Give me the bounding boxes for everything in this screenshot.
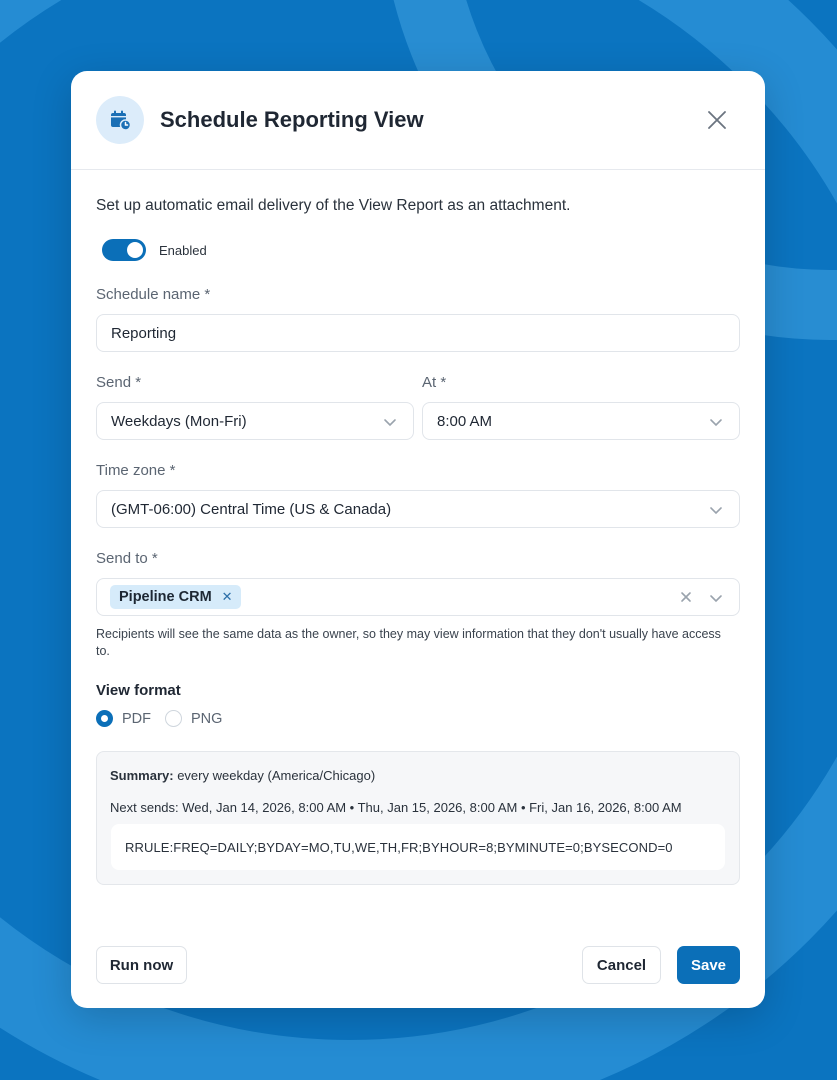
schedule-name-label: Schedule name * bbox=[96, 286, 211, 303]
enabled-toggle[interactable] bbox=[102, 239, 146, 261]
schedule-name-input[interactable] bbox=[96, 314, 740, 352]
time-zone-value: (GMT-06:00) Central Time (US & Canada) bbox=[111, 500, 392, 518]
recipient-chip-label: Pipeline CRM bbox=[119, 589, 212, 605]
enabled-toggle-row bbox=[102, 239, 207, 261]
schedule-dialog bbox=[71, 71, 765, 1008]
send-to-helper-text: Recipients will see the same data as the owner, so they may view information that they don't usually have access to. bbox=[96, 627, 721, 658]
time-zone-label: Time zone * bbox=[96, 462, 176, 479]
send-to-multiselect[interactable] bbox=[96, 578, 740, 616]
at-select[interactable] bbox=[422, 402, 740, 440]
summary-text: every weekday (America/Chicago) bbox=[177, 768, 376, 783]
send-label: Send * bbox=[96, 374, 142, 391]
next-sends-text: Next sends: Wed, Jan 14, 2026, 8:00 AM • Thu, Jan 15, 2026, 8:00 AM • Fri, Jan 16, 2026, 8:00 AM bbox=[110, 800, 682, 815]
save-button[interactable]: Save bbox=[677, 946, 740, 984]
summary-label: Summary: bbox=[110, 768, 174, 783]
chevron-down-icon bbox=[383, 415, 397, 433]
schedule-name-value: Reporting bbox=[111, 324, 177, 342]
dialog-title: Schedule Reporting View bbox=[160, 107, 424, 132]
enabled-label: Enabled bbox=[159, 242, 207, 258]
dialog-header bbox=[71, 71, 765, 170]
cancel-button[interactable]: Cancel bbox=[582, 946, 661, 984]
chevron-down-icon bbox=[709, 503, 723, 521]
chevron-down-icon bbox=[709, 415, 723, 433]
send-to-label: Send to * bbox=[96, 550, 158, 567]
at-value: 8:00 AM bbox=[437, 412, 493, 430]
at-label: At * bbox=[422, 374, 447, 391]
toggle-knob bbox=[127, 242, 143, 258]
rrule-text: RRULE:FREQ=DAILY;BYDAY=MO,TU,WE,TH,FR;BYHOUR=8;BYMINUTE=0;BYSECOND=0 bbox=[111, 824, 725, 870]
view-format-radio-group bbox=[96, 710, 236, 727]
view-format-label: View format bbox=[96, 682, 181, 699]
send-value: Weekdays (Mon-Fri) bbox=[111, 412, 247, 430]
schedule-summary-panel bbox=[96, 751, 740, 885]
run-now-button[interactable]: Run now bbox=[96, 946, 187, 984]
chevron-down-icon bbox=[709, 591, 723, 609]
radio-png[interactable] bbox=[165, 710, 182, 727]
remove-chip-icon[interactable]: ✕ bbox=[221, 589, 233, 604]
send-select[interactable] bbox=[96, 402, 414, 440]
time-zone-select[interactable] bbox=[96, 490, 740, 528]
clear-icon[interactable] bbox=[679, 590, 693, 608]
radio-pdf[interactable] bbox=[96, 710, 113, 727]
summary-line bbox=[110, 768, 375, 783]
radio-pdf-label[interactable]: PDF bbox=[122, 710, 151, 727]
intro-text: Set up automatic email delivery of the View Report as an attachment. bbox=[96, 197, 571, 214]
recipient-chip bbox=[110, 585, 241, 609]
calendar-clock-icon bbox=[96, 96, 144, 144]
radio-png-label[interactable]: PNG bbox=[191, 710, 223, 727]
close-icon[interactable] bbox=[705, 108, 729, 132]
